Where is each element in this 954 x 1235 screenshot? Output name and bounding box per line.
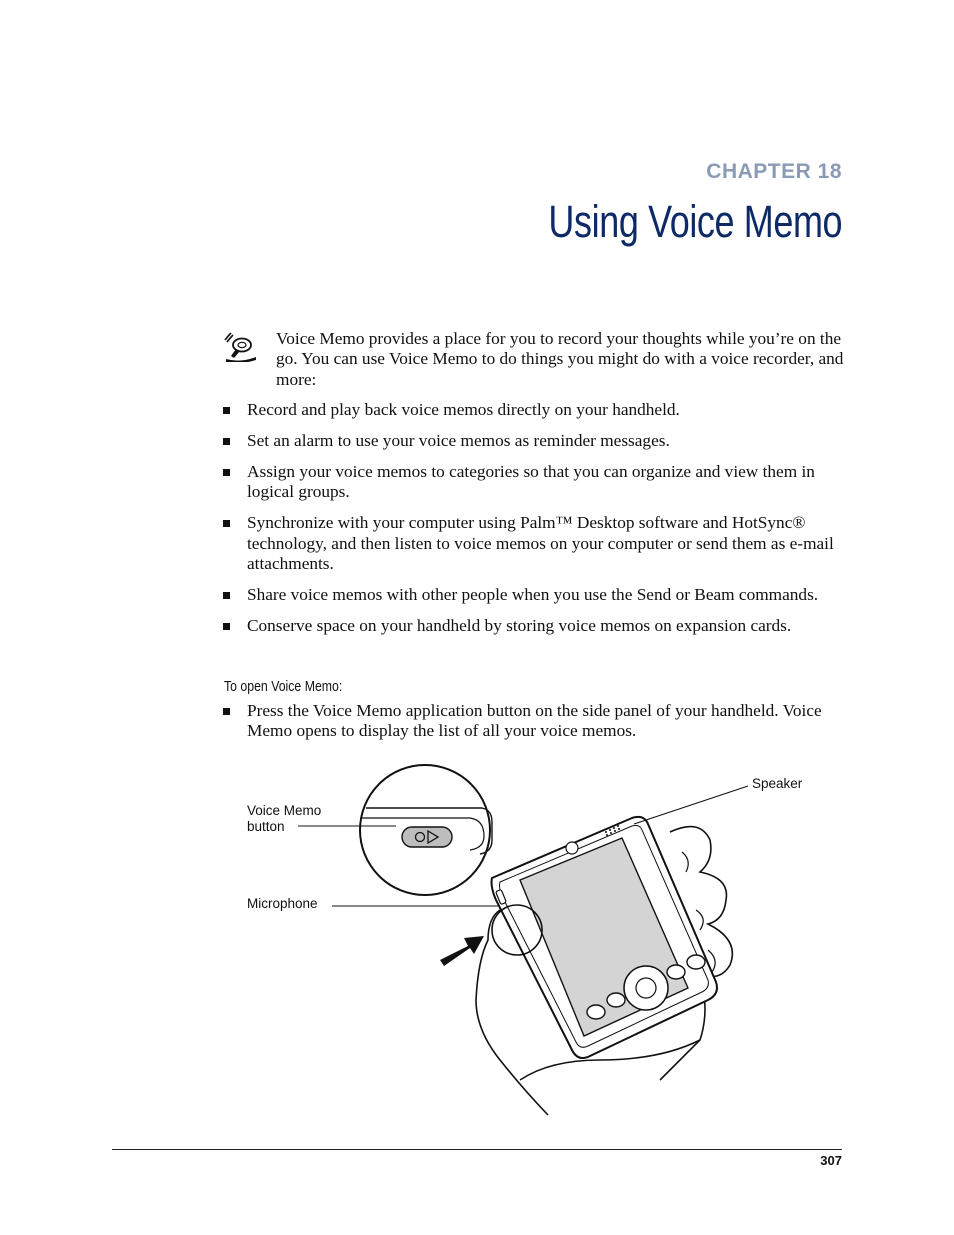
square-bullet-icon [223, 407, 230, 414]
list-item-text: Share voice memos with other people when you use the Send or Beam commands. [247, 585, 819, 605]
list-item-text: Synchronize with your computer using Palm™ Desktop software and HotSync® technology, and then listen to voice memos on your computer or send them as e-mail attachments. [247, 513, 834, 574]
procedure-steps [222, 701, 847, 752]
page-number: 307 [820, 1153, 842, 1168]
square-bullet-icon [223, 708, 230, 715]
footer-rule [112, 1149, 842, 1150]
list-item [222, 400, 847, 420]
list-item [222, 431, 847, 451]
voice-memo-app-icon [222, 332, 258, 362]
square-bullet-icon [223, 520, 230, 527]
chapter-title: Using Voice Memo [548, 196, 842, 247]
list-item-text: Press the Voice Memo application button on the side panel of your handheld. Voice Memo opens to display the list of all your voice memos. [247, 701, 822, 741]
list-item-text: Conserve space on your handheld by storing voice memos on expansion cards. [247, 616, 792, 636]
feature-list [222, 400, 847, 647]
list-item [222, 616, 847, 636]
chapter-label: CHAPTER 18 [706, 160, 842, 183]
square-bullet-icon [223, 592, 230, 599]
square-bullet-icon [223, 623, 230, 630]
intro-paragraph: Voice Memo provides a place for you to record your thoughts while you’re on the go. You can use Voice Memo to do things you might do with a voice recorder, and more: [276, 329, 844, 389]
microphone-callout: Microphone [247, 896, 318, 911]
voice-memo-button-callout: Voice Memo button [247, 803, 322, 834]
speaker-callout: Speaker [752, 776, 803, 791]
square-bullet-icon [223, 469, 230, 476]
list-item [222, 462, 847, 503]
list-item-text: Assign your voice memos to categories so that you can organize and view them in logical groups. [247, 462, 815, 502]
list-item [222, 585, 847, 605]
handheld-figure [230, 760, 820, 1125]
list-item [222, 513, 847, 574]
list-item [222, 701, 847, 742]
list-item-text: Record and play back voice memos directly on your handheld. [247, 400, 680, 419]
list-item-text: Set an alarm to use your voice memos as reminder messages. [247, 431, 670, 450]
procedure-heading: To open Voice Memo: [224, 678, 343, 695]
square-bullet-icon [223, 438, 230, 445]
